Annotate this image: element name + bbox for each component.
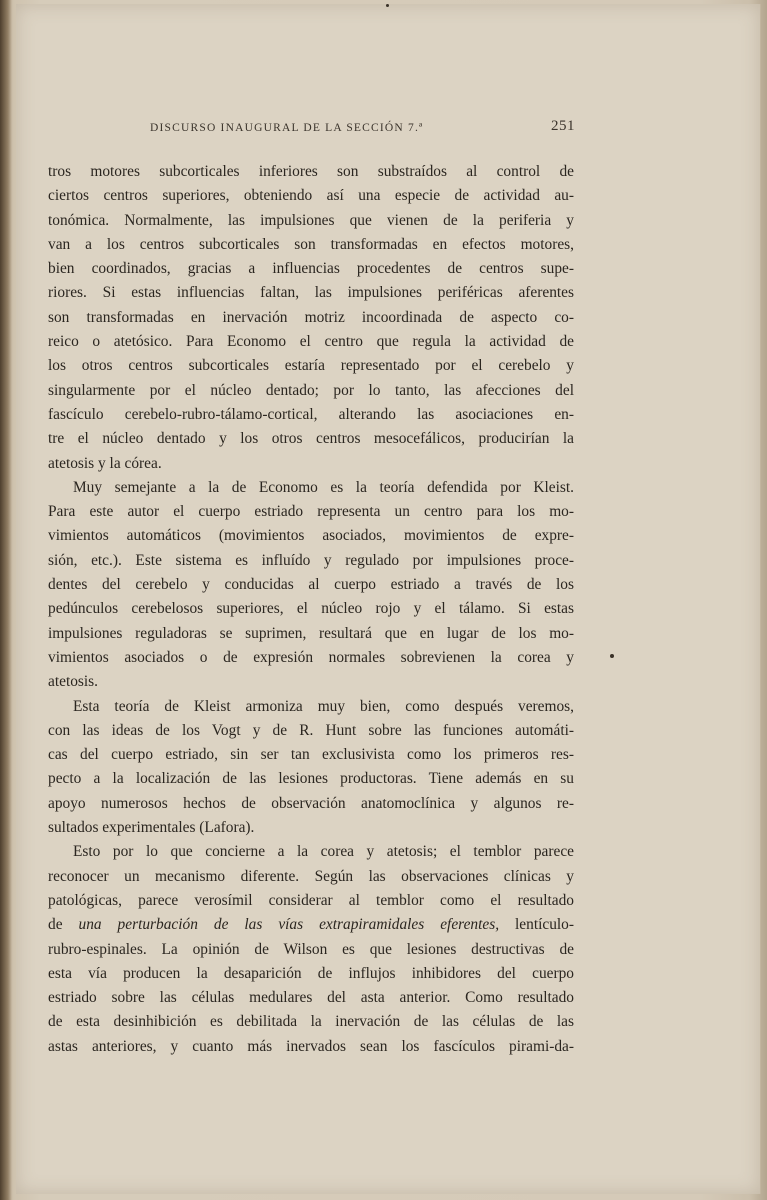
text-line: tros motores subcorticales inferiores son substraídos al control de [48, 163, 574, 180]
text-line: Esto por lo que concierne a la corea y atetosis; el temblor parece [73, 843, 574, 861]
text-line: reconocer un mecanismo diferente. Según las observaciones clínicas y [48, 867, 574, 885]
text-line: sultados experimentales (Lafora). [48, 819, 255, 837]
text-line: Para este autor el cuerpo estriado representa un centro para los mo- [48, 503, 574, 521]
text-line: cas del cuerpo estriado, sin ser tan exclusivista como los primeros res- [48, 746, 574, 764]
ink-speck [386, 4, 389, 7]
text-line: fascículo cerebelo-rubro-tálamo-cortical, alterando las asociaciones en- [48, 405, 574, 423]
text-line: rubro-espinales. La opinión de Wilson es que lesiones destructivas de [48, 940, 574, 958]
text-line: de esta desinhibición es debilitada la inervación de las células de las [48, 1013, 574, 1031]
text-line: atetosis. [48, 673, 99, 691]
text-line: riores. Si estas influencias faltan, las impulsiones periféricas aferentes [48, 284, 574, 302]
text-line: apoyo numerosos hechos de observación anatomoclínica y algunos re- [48, 794, 574, 812]
text-line: los otros centros subcorticales estaría representado por el cerebelo y [48, 357, 574, 375]
text-line: ciertos centros superiores, obteniendo así una especie de actividad au- [48, 187, 574, 205]
page-number: 251 [551, 118, 575, 134]
text-fragment: lentículo- [499, 916, 574, 934]
text-line: pedúnculos cerebelosos superiores, el núcleo rojo y el tálamo. Si estas [48, 600, 574, 618]
text-line: bien coordinados, gracias a influencias procedentes de centros supe- [48, 260, 574, 278]
running-head [150, 118, 575, 140]
text-line: con las ideas de los Vogt y de R. Hunt sobre las funciones automáti- [48, 721, 574, 739]
text-line: son transformadas en inervación motriz incoordinada de aspecto co- [48, 308, 574, 326]
book-spine-edge [0, 0, 12, 1200]
text-line: dentes del cerebelo y conducidas al cuerpo estriado a través de los [48, 576, 574, 594]
text-line: Muy semejante a la de Economo es la teoría defendida por Kleist. [73, 478, 574, 496]
body-text [48, 160, 574, 1059]
text-line: esta vía producen la desaparición de influjos inhibidores del cuerpo [48, 964, 574, 982]
italic-phrase: una perturbación de las vías extrapiramidales eferentes, [78, 916, 500, 934]
text-line: van a los centros subcorticales son transformadas en efectos motores, [48, 235, 574, 253]
text-line [48, 913, 574, 937]
text-line: tre el núcleo dentado y los otros centros mesocefálicos, producirían la [48, 430, 574, 448]
ink-speck [610, 654, 614, 658]
text-line: patológicas, parece verosímil considerar al temblor como el resultado [48, 891, 574, 909]
text-line: astas anteriores, y cuanto más inervados sean los fascículos pirami-da- [48, 1037, 574, 1055]
text-line: vimientos asociados o de expresión normales sobrevienen la corea y [48, 648, 574, 666]
text-line: reico o atetósico. Para Economo el centro que regula la actividad de [48, 333, 574, 351]
text-line: singularmente por el núcleo dentado; por lo tanto, las afecciones del [48, 381, 574, 399]
text-line: estriado sobre las células medulares del asta anterior. Como resultado [48, 989, 574, 1007]
text-fragment: de [48, 916, 79, 934]
text-line: Esta teoría de Kleist armoniza muy bien, como después veremos, [73, 697, 574, 715]
text-line: impulsiones reguladoras se suprimen, resultará que en lugar de los mo- [48, 624, 574, 642]
text-line: sión, etc.). Este sistema es influído y regulado por impulsiones proce- [48, 551, 574, 569]
text-line: tonómica. Normalmente, las impulsiones que vienen de la periferia y [48, 211, 574, 229]
running-title: DISCURSO INAUGURAL DE LA SECCIÓN 7.ª [150, 122, 424, 134]
text-line: pecto a la localización de las lesiones productoras. Tiene además en su [48, 770, 574, 788]
text-line: vimientos automáticos (movimientos asociados, movimientos de expre- [48, 527, 574, 545]
text-line: atetosis y la córea. [48, 454, 162, 472]
